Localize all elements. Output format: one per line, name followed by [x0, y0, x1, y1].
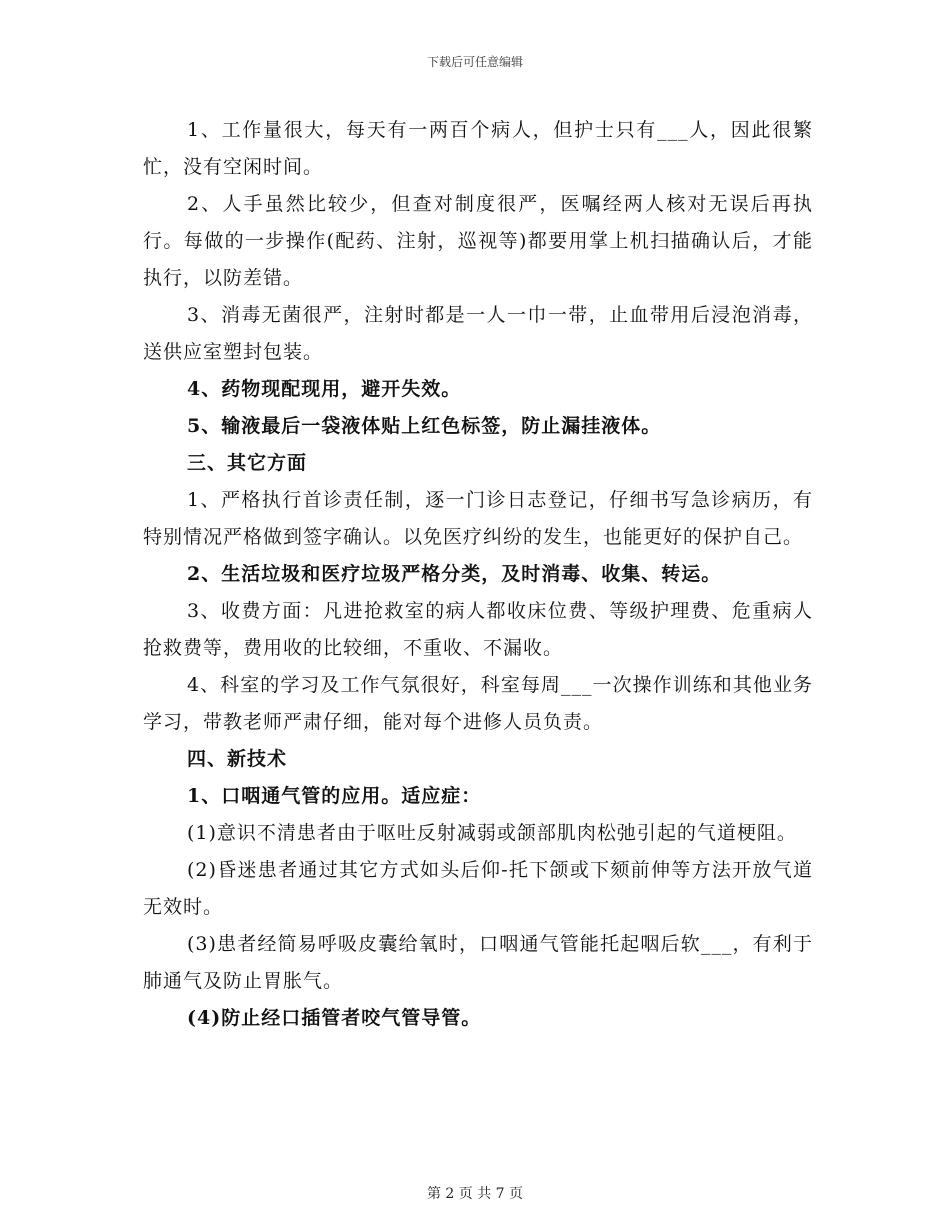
- paragraph: (1)意识不清患者由于呕吐反射减弱或颌部肌肉松弛引起的气道梗阻。: [187, 822, 797, 844]
- document-body: [143, 112, 813, 1037]
- page-footer: 第 2 页 共 7 页: [426, 1186, 524, 1202]
- paragraph: 1、工作量很大，每天有一两百个病人，但护士只有___人，因此很繁忙，没有空闲时间。: [143, 119, 813, 178]
- section-heading: 三、其它方面: [187, 452, 308, 474]
- page-header: 下载后可任意编辑: [426, 55, 523, 69]
- paragraph: 4、药物现配现用，避开失效。: [187, 378, 462, 400]
- paragraph: 5、输液最后一袋液体贴上红色标签，防止漏挂液体。: [187, 415, 662, 437]
- paragraph: 2、人手虽然比较少，但查对制度很严，医嘱经两人核对无误后再执行。每做的一步操作(配药、注射，巡视等)都要用掌上机扫描确认后，才能执行，以防差错。: [143, 193, 813, 289]
- paragraph: (4)防止经口插管者咬气管导管。: [187, 1007, 482, 1029]
- paragraph: (3)患者经简易呼吸皮囊给氧时，口咽通气管能托起咽后软___，有利于肺通气及防止胃胀气。: [143, 933, 813, 992]
- paragraph: 1、口咽通气管的应用。适应症：: [187, 785, 482, 807]
- paragraph: 1、严格执行首诊责任制，逐一门诊日志登记，仔细书写急诊病历，有特别情况严格做到签字确认。以免医疗纠纷的发生，也能更好的保护自己。: [143, 489, 813, 548]
- paragraph: (2)昏迷患者通过其它方式如头后仰-托下颌或下颏前伸等方法开放气道无效时。: [143, 859, 813, 918]
- section-heading: 四、新技术: [187, 748, 288, 770]
- paragraph: 4、科室的学习及工作气氛很好，科室每周___一次操作训练和其他业务学习，带教老师严肃仔细，能对每个进修人员负责。: [143, 674, 813, 733]
- paragraph: 2、生活垃圾和医疗垃圾严格分类，及时消毒、收集、转运。: [187, 563, 722, 585]
- paragraph: 3、收费方面：凡进抢救室的病人都收床位费、等级护理费、危重病人抢救费等，费用收的比较细，不重收、不漏收。: [143, 600, 813, 659]
- paragraph: 3、消毒无菌很严，注射时都是一人一巾一带，止血带用后浸泡消毒，送供应室塑封包装。: [143, 304, 813, 363]
